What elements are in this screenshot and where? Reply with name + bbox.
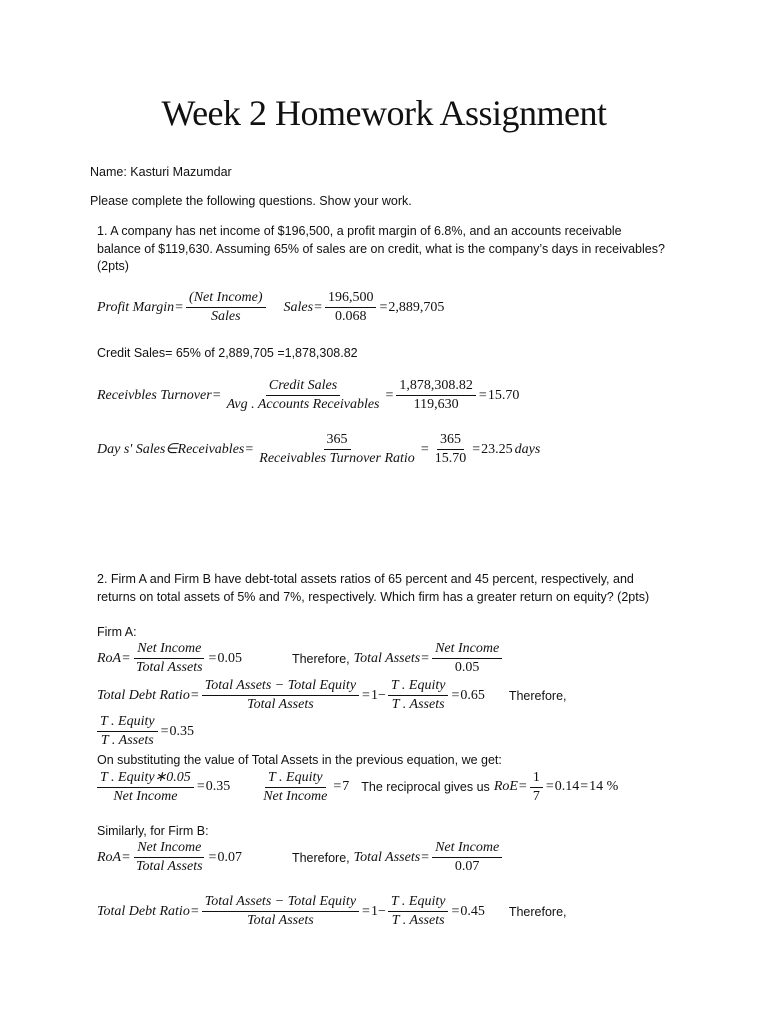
substitute-text: On substituting the value of Total Assets in the previous equation, we get: [97,753,502,767]
tdr-a-value: 0.65 [460,687,485,703]
pm-lhs: Profit Margin [97,299,175,315]
ds-fraction [256,432,418,467]
student-name: Name: Kasturi Mazumdar [90,165,232,179]
tdr-lhs: Total Debt Ratio [97,687,190,703]
ta-numerator: Net Income [432,641,502,659]
te-fraction [388,894,449,929]
tdr-numerator: Total Assets − Total Equity [202,894,359,912]
ds-lhs: Day s' Sales∈Receivables [97,442,245,457]
tdr-fraction [202,894,359,929]
therefore-label: Therefore, [508,688,567,703]
roa-lhs: RoA [97,650,122,666]
ds-numerator-value: 365 [437,432,464,450]
roe-fraction [530,770,543,805]
ta-b-denominator: 0.07 [454,859,480,874]
profit-margin-equation: Profit Margin = $\frac{\text{(Net Income)}}{\text{Sales}}$ Sales = $\frac{196,500}{0.068}$ = 2,889,705 [97,290,445,324]
pm-denominator: Sales [211,309,241,324]
ta-fraction [432,840,502,875]
roe-lhs: RoE [493,779,518,794]
roa-denominator: Total Assets [136,660,203,675]
q1-text-line1: 1. A company has net income of $196,500, a profit margin of 6.8%, and an accounts receivable [97,224,622,238]
firm-b-heading: Similarly, for Firm B: [97,824,209,838]
days-sales-equation: Day s' Sales∈Receivables = $\frac{365}{\text{Receivables Turnover Ratio}}$ = $\frac{365}{15.70}$ = 23.25 days [97,432,541,466]
rt-denominator-value: 119,630 [413,397,459,412]
ta-lhs: Total Assets [353,650,421,666]
roa-fraction [133,641,206,676]
sales-numerator: 196,500 [325,290,377,308]
tdr-b-value: 0.45 [460,903,485,919]
roa-fraction [133,840,206,875]
roa-numerator: Net Income [134,840,204,858]
roe-numerator: 1 [530,770,543,788]
sales-result: 2,889,705 [388,299,445,315]
roa-numerator: Net Income [134,641,204,659]
te-fraction [388,678,449,713]
sub-denominator: Net Income [113,789,178,804]
q2-text-line2: returns on total assets of 5% and 7%, respectively. Which firm has a greater return on equity? (2pts) [97,589,650,604]
te-denominator: T . Assets [100,733,154,748]
tdr-fraction [202,678,359,713]
ten-value: 7 [342,779,350,794]
tdr-numerator: Total Assets − Total Equity [202,678,359,696]
tdr-lhs: Total Debt Ratio [97,903,190,919]
roa-a-value: 0.05 [217,650,242,666]
rt-numerator-value: 1,878,308.82 [396,378,476,396]
te-numerator: T . Equity [388,894,449,912]
ten-numerator: T . Equity [265,770,326,788]
therefore-label: Therefore, [291,651,350,666]
firm-a-substitution-equation: $\frac{\text{T . Equity∗0.05}}{\text{Net Income}}$ = 0.35 $\frac{\text{T . Equity}}{\text{Net Income}}$ = 7 The reciprocal gives us RoE = $\frac{1}{7}$ = 0.14 = 14 % [97,769,618,805]
roe-value: 0.14 [554,779,580,794]
sales-denominator: 0.068 [334,309,367,324]
rt-fraction [224,378,383,413]
ta-fraction [432,641,502,676]
pm-numerator: (Net Income) [186,290,265,308]
ten-fraction [260,770,330,805]
reciprocal-text: The reciprocal gives us [361,780,490,794]
tdr-denominator: Total Assets [247,697,314,712]
te-fraction [97,714,158,749]
roe-denominator: 7 [532,788,540,804]
ds-fraction-values [432,432,470,467]
ta-lhs: Total Assets [353,849,421,865]
sales-lhs: Sales [283,299,314,315]
one-minus: 1− [370,687,386,703]
roe-percent: 14 % [589,779,619,794]
firm-a-roa-equation: RoA = $\frac{\text{Net Income}}{\text{Total Assets}}$ = 0.05 Therefore, Total Assets = $\frac{\text{Net Income}}{0.05}$ [97,641,504,676]
te-denominator: T . Assets [391,697,445,712]
ta-a-denominator: 0.05 [454,660,480,675]
sub-numerator: T . Equity∗0.05 [97,769,194,788]
te-numerator: T . Equity [97,714,158,732]
ten-denominator: Net Income [263,788,328,804]
therefore-label: Therefore, [291,850,350,865]
tdr-denominator: Total Assets [247,913,314,928]
q2-text-line1: 2. Firm A and Firm B have debt-total assets ratios of 65 percent and 45 percent, respectively, and [97,572,634,586]
roa-b-value: 0.07 [217,849,242,865]
firm-a-debt-ratio-equation: Total Debt Ratio = $\frac{\text{Total Assets − Total Equity}}{\text{Total Assets}}$ = 1− $\frac{\text{T . Equity}}{\text{T . Assets}}$ = 0.65 Therefore, [97,678,567,712]
ds-denominator: Receivables Turnover Ratio [259,451,415,466]
sub-fraction [97,769,194,805]
page-title: Week 2 Homework Assignment [161,93,607,133]
ta-numerator: Net Income [432,840,502,858]
firm-b-debt-ratio-equation: Total Debt Ratio = $\frac{\text{Total Assets − Total Equity}}{\text{Total Assets}}$ = 1− $\frac{\text{T . Equity}}{\text{T . Assets}}$ = 0.45 Therefore, [97,894,567,928]
firm-b-roa-equation: RoA = $\frac{\text{Net Income}}{\text{Total Assets}}$ = 0.07 Therefore, Total Assets = $\frac{\text{Net Income}}{0.07}$ [97,840,504,875]
ds-result: 23.25 [481,441,513,457]
roa-lhs: RoA [97,849,122,865]
one-minus: 1− [370,903,386,919]
ds-denominator-value: 15.70 [434,451,467,466]
q1-text-line3: (2pts) [97,259,129,273]
rt-fraction-values [396,378,476,413]
te-numerator: T . Equity [388,678,449,696]
firm-a-heading: Firm A: [97,625,137,639]
therefore-label: Therefore, [508,904,567,919]
sales-fraction [325,290,377,325]
rt-lhs: Receivbles Turnover [97,387,212,403]
ds-numerator: 365 [324,432,351,450]
sub-value: 0.35 [205,779,231,794]
receivables-turnover-equation: Receivbles Turnover = $\frac{\text{Credit Sales}}{\text{Avg . Accounts Receivables}}$ = $\frac{1,878,308.82}{119,630}$ = 15.70 [97,378,520,412]
roa-denominator: Total Assets [136,859,203,874]
rt-numerator: Credit Sales [266,378,340,396]
instructions: Please complete the following questions. Show your work. [90,194,412,208]
firm-a-equity-ratio: $\frac{\text{T . Equity}}{\text{T . Assets}}$ = 0.35 [97,714,194,749]
te-a-value: 0.35 [169,723,194,739]
pm-fraction [186,290,265,325]
rt-denominator: Avg . Accounts Receivables [226,397,380,412]
rt-result: 15.70 [487,387,520,403]
credit-sales-line: Credit Sales= 65% of 2,889,705 =1,878,308.82 [97,346,358,360]
te-denominator: T . Assets [391,913,445,928]
ds-unit: days [514,441,541,457]
q1-text-line2: balance of $119,630. Assuming 65% of sales are on credit, what is the company’s days in receivables? [97,241,665,256]
